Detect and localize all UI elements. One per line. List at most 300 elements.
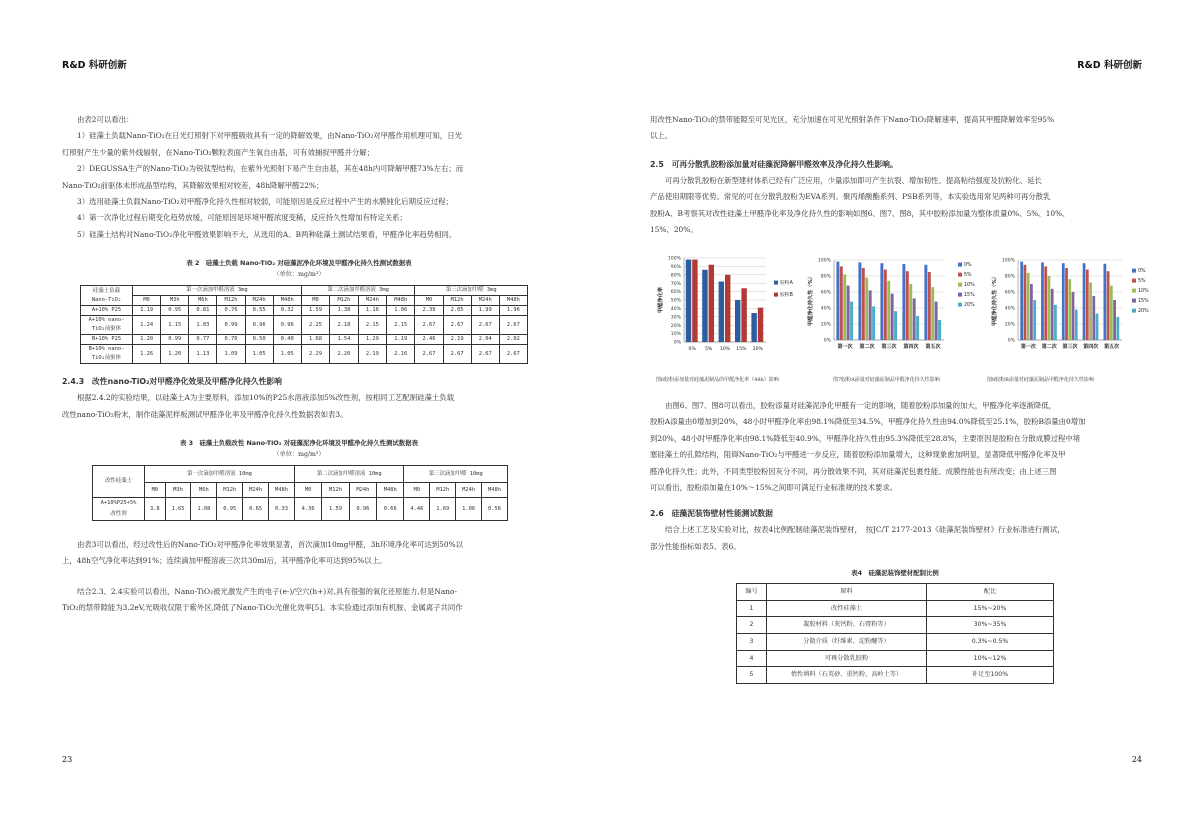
table3-group-header: 第一次滴加甲醛溶液 10mg	[145, 466, 295, 483]
bar	[758, 308, 763, 342]
table-row	[81, 345, 528, 364]
bar	[1068, 279, 1071, 340]
table-cell: 30%~35%	[927, 617, 1054, 634]
section-heading-2-5: 2.5 可再分散乳胶粉添加量对硅藻泥降解甲醛效率及净化持久性影响。	[650, 159, 898, 169]
legend-label: 0%	[1138, 269, 1146, 274]
table-cell: 0.96	[349, 498, 376, 521]
figure8-caption: 图8胶粉B添量对硅藻泥制品甲醛净化持久性影响	[987, 377, 1094, 383]
bar	[913, 298, 916, 340]
bar	[909, 284, 912, 340]
table-cell: 0.66	[377, 498, 404, 521]
table3-subheader: M48h	[377, 483, 404, 498]
table-cell: 1.20	[133, 335, 161, 345]
table3-subheader: M6h	[191, 483, 217, 498]
table-cell: 1.08	[191, 498, 217, 521]
table-row	[81, 335, 528, 345]
legend-label: 20%	[1138, 309, 1149, 314]
paragraph: 胶粉A、B考察其对改性硅藻土甲醛净化率及净化持久性的影响如图6、图7、图8，其中胶粉添加量为整体质量0%、5%、10%、	[650, 208, 1070, 218]
paragraph: TiO₂的禁带隙能为3.2eV,光吸收仅限于紫外区,降低了Nano-TiO₂光催化效率[5]。本实验通过添加有机胺、金属离子共同作	[62, 603, 463, 613]
bar	[1065, 268, 1068, 340]
table-cell: 1.06	[387, 306, 415, 316]
bar	[1048, 276, 1051, 340]
table-cell: 0.99	[217, 316, 245, 335]
legend-label: 胶粉B	[780, 293, 793, 298]
table-cell: 1.24	[133, 316, 161, 335]
legend-label: 胶粉A	[780, 281, 793, 286]
table-cell: 2.67	[415, 316, 443, 335]
table-cell: 2.67	[471, 316, 499, 335]
paragraph: 根据2.4.2的实验结果，以硅藻土A为主要原料，添加10%的P25水溶液添加5%改性剂，按相同工艺配制硅藻土负载	[77, 393, 455, 403]
paragraph: 2）DEGUSSA生产的Nano-TiO₂为锐钛型结构，在紫外光照射下易产生自由基，其在48h内可降解甲醛73%左右；而	[77, 164, 464, 174]
bar	[840, 266, 843, 340]
table-cell: 1.05	[245, 345, 273, 364]
table-cell: 0.95	[217, 498, 243, 521]
table-cell: 1.26	[133, 345, 161, 364]
table-cell: 2.15	[358, 316, 386, 335]
table-cell: 2.02	[499, 335, 527, 345]
paragraph: 5）硅藻土结构对Nano-TiO₂净化甲醛效果影响不大，从选用的A、B两种硅藻土测试结果看，甲醛净化率趋势相同。	[77, 229, 457, 239]
table-cell: 2.67	[443, 316, 471, 335]
table-cell: 2.15	[387, 316, 415, 335]
running-header-left: R&D 科研创新	[62, 60, 127, 71]
table-cell: 0.70	[217, 335, 245, 345]
paragraph: 胶粉A添量由0增加到20%，48小时甲醛净化率由98.1%降低至34.5%，甲醛净化持久性由94.0%降低至25.1%，胶粉B添量由0增加	[650, 417, 1086, 427]
bar	[862, 268, 865, 340]
table-row	[93, 498, 508, 521]
bar	[1033, 300, 1036, 340]
table2-corner: 硅藻土负载 Nano-TiO₂	[81, 286, 133, 306]
bar	[906, 271, 909, 340]
table-cell: 2.46	[415, 335, 443, 345]
table-cell: 0.40	[273, 335, 301, 345]
table-cell: 1.59	[301, 306, 329, 316]
paragraph: 由图6、图7、图8可以看出，胶粉添量对硅藻泥净化甲醛有一定的影响，随着胶粉添加量的加大，甲醛净化率逐渐降低，	[665, 401, 1057, 410]
bar	[1086, 270, 1089, 340]
x-tick-label: 第二次	[859, 344, 875, 350]
table-cell: 2.25	[301, 316, 329, 335]
table-cell: 5	[737, 667, 767, 684]
y-tick-label: 30%	[670, 315, 681, 321]
table-cell: 分散介质（纤维素、淀粉醚等）	[767, 634, 927, 651]
table-cell: 1.19	[387, 335, 415, 345]
bar	[865, 278, 868, 340]
bar	[836, 262, 839, 340]
legend-swatch	[958, 273, 962, 277]
y-tick-label: 40%	[670, 307, 681, 312]
bar	[1027, 273, 1030, 340]
bar	[751, 313, 756, 342]
table3-caption: 表 3 硅藻土负载改性 Nano-TiO₂ 对硅藻泥净化环境及甲醛净化持久性测试数据表	[180, 439, 418, 448]
table3-subheader: M12h	[217, 483, 243, 498]
bar	[1062, 263, 1065, 340]
bar	[850, 302, 853, 340]
table-cell: 1.20	[161, 345, 189, 364]
table2-subheader: M3h	[161, 296, 189, 306]
page-number-left: 23	[62, 755, 73, 764]
table3-group-header: 第二次滴加甲醛溶液 10mg	[294, 466, 404, 483]
table-cell: 2.39	[415, 306, 443, 316]
paragraph: 由表2可以看出：	[77, 115, 134, 124]
y-tick-label: 0%	[673, 340, 681, 346]
table-cell: 0.33	[269, 498, 295, 521]
bar	[735, 300, 740, 342]
bar	[709, 265, 714, 342]
table-cell: 1.15	[161, 316, 189, 335]
table-cell: 1.05	[273, 345, 301, 364]
table3-subheader: M24h	[349, 483, 376, 498]
x-tick-label: 第五次	[1104, 344, 1120, 350]
bar	[1096, 314, 1099, 340]
bar	[1103, 264, 1106, 340]
paragraph: 由表3可以看出，经过改性后的Nano-TiO₂对甲醛净化率效果显著，首次滴加10mg甲醛，3h环境净化率可达到50%以	[77, 540, 463, 550]
bar	[847, 286, 850, 340]
table2-subheader: M48h	[387, 296, 415, 306]
y-tick-label: 80%	[1004, 274, 1015, 280]
table2-caption: 表 2 硅藻土负载 Nano-TiO₂ 对硅藻泥净化环境及甲醛净化持久性测试数据表	[186, 259, 412, 268]
right-page-column-lower	[650, 398, 1140, 684]
table3-subheader: M0	[294, 483, 321, 498]
table-cell: 0.81	[189, 306, 217, 316]
table4-header: 原料	[767, 584, 927, 601]
table-cell: 1.65	[165, 498, 191, 521]
table-cell: 1.09	[217, 345, 245, 364]
legend-label: 10%	[1138, 289, 1149, 294]
paragraph: 15%、20%。	[650, 225, 698, 235]
legend-label: 0%	[964, 263, 972, 268]
table-cell: 2.19	[443, 335, 471, 345]
table-cell: 1.19	[133, 306, 161, 316]
table3-group-header: 第三次滴加甲醛 10mg	[404, 466, 508, 483]
paragraph: 醛净化持久性；此外，不同类型胶粉因灰分不同，再分散效果不同，其对硅藻泥包裹性能、成膜性能也有所改变；由上述三图	[650, 466, 1057, 476]
y-tick-label: 50%	[670, 298, 681, 304]
table4-header: 配比	[927, 584, 1054, 601]
table3-row-label: A+10%P25+5% 改性剂	[93, 498, 145, 521]
paragraph: 3）选用硅藻土负载Nano-TiO₂对甲醛净化持久性相对较弱，可能原因是反应过程中产生的水膜钝化后期反应过程；	[77, 197, 453, 207]
left-page-column	[62, 112, 536, 617]
bar	[843, 274, 846, 340]
bar	[916, 316, 919, 340]
table-cell: 惰性填料（石英砂、重钙粉、高岭土等）	[767, 667, 927, 684]
paragraph: 塞硅藻土的孔隙结构，阻碍Nano-TiO₂与甲醛进一步反应，随着胶粉添加量增大，这种现象愈加明显，显著降低甲醛净化率及甲	[650, 450, 1066, 460]
table2-group-header: 第二次滴加甲醛溶液 3mg	[301, 286, 415, 296]
table2-subheader: M48h	[499, 296, 527, 306]
legend-swatch	[958, 293, 962, 297]
bar	[1020, 262, 1023, 340]
table-cell: 0.95	[161, 306, 189, 316]
x-tick-label: 第三次	[1062, 344, 1078, 350]
table2	[80, 285, 528, 364]
legend-swatch	[958, 283, 962, 287]
y-axis-label: 甲醛净化持久性（%）	[808, 274, 814, 326]
table-row	[81, 306, 528, 316]
bar	[884, 270, 887, 340]
table2-row-label: A+10% nano- TiO₂前驱体	[81, 316, 133, 335]
x-tick-label: 20%	[752, 347, 763, 352]
table3-subheader: M12h	[322, 483, 349, 498]
table-cell: 凝胶材料（灰钙粉、石膏粉等）	[767, 617, 927, 634]
bar	[692, 260, 697, 342]
x-tick-label: 第五次	[925, 344, 941, 350]
bar	[891, 294, 894, 340]
table-cell: 2.29	[301, 345, 329, 364]
y-tick-label: 60%	[1004, 290, 1015, 296]
section-heading-2-6: 2.6 硅藻泥装饰壁材性能测试数据	[650, 509, 773, 519]
table3-subheader: M3h	[165, 483, 191, 498]
table3-subheader: M0	[145, 483, 166, 498]
legend-swatch	[1132, 299, 1136, 303]
table-cell: 1.13	[189, 345, 217, 364]
legend-swatch	[774, 281, 778, 285]
legend-label: 5%	[964, 273, 972, 278]
paragraph: 改性nano-TiO₂粉末，制作硅藻泥样板测试甲醛净化率及甲醛净化持久性数据表如表3。	[62, 409, 348, 419]
table-row	[81, 316, 528, 335]
y-tick-label: 80%	[670, 273, 681, 279]
y-tick-label: 70%	[670, 281, 681, 287]
bar	[1054, 305, 1057, 340]
section-heading-2-4-3: 2.4.3 改性nano-TiO₂对甲醛净化效果及甲醛净化持久性影响	[62, 377, 282, 387]
table2-subheader: M48h	[273, 296, 301, 306]
table-cell: 0.76	[217, 306, 245, 316]
paragraph: 可以看出，胶粉添加量在10%～15%之间即可满足行业标准规的技术要求。	[650, 483, 898, 493]
y-tick-label: 100%	[667, 256, 681, 262]
table2-row-label: A+10% P25	[81, 306, 133, 316]
table-cell: 1.68	[301, 335, 329, 345]
y-axis-label: 甲醛净化率	[658, 287, 664, 313]
bar	[1107, 271, 1110, 340]
x-tick-label: 5%	[704, 347, 713, 352]
bar	[1044, 266, 1047, 340]
y-tick-label: 40%	[1004, 306, 1015, 312]
paragraph: 部分性能指标如表5、表6。	[650, 541, 741, 551]
chart-fig7	[800, 252, 980, 364]
legend-swatch	[1132, 269, 1136, 273]
bar	[902, 264, 905, 340]
table-cell: 2.67	[499, 316, 527, 335]
figure7-caption: 图7胶粉A添量对硅藻泥制品甲醛净化持久性影响	[833, 377, 940, 383]
bar	[1113, 300, 1116, 340]
x-tick-label: 0%	[688, 347, 696, 352]
legend-label: 20%	[964, 303, 975, 308]
table-cell: 1.99	[471, 306, 499, 316]
table2-subheader: M24h	[358, 296, 386, 306]
x-tick-label: 15%	[736, 347, 747, 352]
paragraph: 到20%，48小时甲醛净化率由98.1%降低至40.9%，甲醛净化持久性由95.3%降低至28.8%，主要原因是胶粉在分散成膜过程中堵	[650, 433, 1081, 443]
paragraph: 4）第一次净化过程后期变化趋势放缓，可能原因是环境甲醛浓度变稀，反应持久性增加有特定关系；	[77, 213, 407, 223]
bar	[894, 311, 897, 340]
y-tick-label: 80%	[820, 274, 831, 280]
legend-label: 5%	[1138, 279, 1146, 284]
table2-subheader: M0	[415, 296, 443, 306]
table-row	[737, 634, 1054, 651]
y-tick-label: 0%	[1007, 338, 1015, 344]
table-cell: 2.67	[415, 345, 443, 364]
y-tick-label: 20%	[670, 323, 681, 329]
bar	[719, 282, 724, 342]
table2-subheader: M0	[301, 296, 329, 306]
table3-corner: 改性硅藻土	[93, 466, 145, 498]
table-cell: 2.05	[443, 306, 471, 316]
bar	[1083, 263, 1086, 340]
bar	[1024, 265, 1027, 340]
legend-swatch	[1132, 279, 1136, 283]
legend-swatch	[958, 303, 962, 307]
table-cell: 0.96	[273, 316, 301, 335]
table3-subheader: M48h	[482, 483, 508, 498]
table-cell: 0.99	[161, 335, 189, 345]
table-cell: 4	[737, 650, 767, 667]
bar	[1075, 310, 1078, 340]
y-tick-label: 60%	[670, 290, 681, 296]
table-cell: 0.77	[189, 335, 217, 345]
legend-label: 15%	[1138, 299, 1149, 304]
bar	[880, 263, 883, 340]
table-cell: 1.38	[330, 306, 358, 316]
x-tick-label: 第一次	[1020, 344, 1036, 350]
x-tick-label: 第一次	[837, 344, 853, 350]
table2-subheader: M12h	[217, 296, 245, 306]
bar	[938, 320, 941, 340]
paragraph: 结合上述工艺及实验对比，按表4比例配制硅藻泥装饰壁材， 按JC/T 2177-2013《硅藻泥装饰壁材》行业标准进行测试，	[665, 525, 1065, 535]
table3-subheader: M0	[404, 483, 430, 498]
table-row	[737, 650, 1054, 667]
bar	[858, 262, 861, 340]
table3-subheader: M48h	[269, 483, 295, 498]
bar	[872, 306, 875, 340]
table-cell: 10%~12%	[927, 650, 1054, 667]
paragraph: 产品使用期限等优势。常见的可在分散乳胶粉为EVA系列、聚丙烯酸酯系列、PSB系列等，本实验选用常见两种可再分散乳	[650, 192, 1051, 202]
legend-swatch	[1132, 309, 1136, 313]
x-tick-label: 10%	[719, 347, 731, 352]
table-cell: 补足至100%	[927, 667, 1054, 684]
table2-subheader: M24h	[471, 296, 499, 306]
table2-unit: （单位：mg/m³）	[273, 271, 325, 279]
table3	[92, 465, 508, 521]
table-cell: 1.16	[358, 306, 386, 316]
table-cell: 0.96	[245, 316, 273, 335]
table-cell: 1.06	[456, 498, 482, 521]
table3-subheader: M24h	[243, 483, 269, 498]
running-header-right: R&D 科研创新	[1077, 60, 1142, 71]
legend-swatch	[958, 263, 962, 267]
paragraph: Nano-TiO₂前驱体未形成晶型结构，其降解效果相对较差，48h降解甲醛22%；	[62, 180, 324, 190]
bar	[1041, 262, 1044, 340]
table-cell: 4.46	[404, 498, 430, 521]
table-cell: 2.20	[330, 345, 358, 364]
table2-subheader: M24h	[245, 296, 273, 306]
bar	[741, 288, 746, 342]
table-cell: 可再分散乳胶粉	[767, 650, 927, 667]
bar	[725, 275, 730, 342]
paragraph: 用改性Nano-TiO₂的禁带能隙至可见光区，充分加速在可见光照射条件下Nano-TiO₂降解速率，提高其甲醛降解效率至95%	[650, 115, 1055, 124]
y-tick-label: 40%	[820, 306, 831, 312]
x-tick-label: 第四次	[1083, 344, 1099, 350]
x-tick-label: 第三次	[881, 344, 897, 350]
table-cell: 2.19	[358, 345, 386, 364]
table4-header: 编号	[737, 584, 767, 601]
chart-fig6	[650, 252, 802, 364]
bar	[928, 272, 931, 340]
table-cell: 0.3%~0.5%	[927, 634, 1054, 651]
table-cell: 15%~20%	[927, 600, 1054, 617]
table-cell: 3.8	[145, 498, 166, 521]
chart-fig8	[984, 252, 1156, 364]
table-cell: 4.36	[294, 498, 321, 521]
table2-subheader: M6h	[189, 296, 217, 306]
x-tick-label: 第四次	[903, 344, 919, 350]
page-number-right: 24	[1131, 755, 1142, 764]
bar	[702, 270, 707, 342]
x-tick-label: 第二次	[1041, 344, 1057, 350]
bar	[887, 281, 890, 340]
y-tick-label: 100%	[1001, 258, 1015, 264]
bar	[1110, 286, 1113, 340]
table2-group-header: 第一次滴加甲醛溶液 3mg	[133, 286, 302, 296]
table2-subheader: M12h	[443, 296, 471, 306]
table-cell: 2.04	[471, 335, 499, 345]
paragraph: 可再分散乳胶粉在新型建材体系已经有广泛应用，少量添加即可产生抗裂、增加韧性、提高粘结强度及抗粉化、延长	[665, 175, 1042, 185]
table-row	[737, 600, 1054, 617]
legend-label: 15%	[964, 293, 975, 298]
table2-subheader: M0	[133, 296, 161, 306]
paragraph: 1）硅藻土负载Nano-TiO₂在日光灯照射下对甲醛吸收具有一定的降解效果，由Nano-TiO₂对甲醛作用机理可知，日光	[77, 131, 462, 141]
table-cell: 2.67	[443, 345, 471, 364]
table-cell: 2.67	[499, 345, 527, 364]
table-cell: 2.18	[330, 316, 358, 335]
y-tick-label: 10%	[670, 332, 681, 338]
table4	[736, 583, 1054, 684]
table3-subheader: M12h	[430, 483, 456, 498]
table-cell: 1.69	[430, 498, 456, 521]
table-cell: 0.55	[245, 306, 273, 316]
table2-subheader: M12h	[330, 296, 358, 306]
table-row	[737, 617, 1054, 634]
legend-label: 10%	[964, 283, 975, 288]
table-cell: 改性硅藻土	[767, 600, 927, 617]
table-cell: 0.65	[243, 498, 269, 521]
right-page-column	[650, 112, 1140, 238]
table2-row-label: B+10% nano- TiO₂前驱体	[81, 345, 133, 364]
paragraph: 以上。	[650, 131, 673, 141]
bar	[1030, 284, 1033, 340]
table3-subheader: M24h	[456, 483, 482, 498]
table-cell: 2.67	[471, 345, 499, 364]
table-cell: 1	[737, 600, 767, 617]
table-cell: 1.03	[189, 316, 217, 335]
bar	[1089, 282, 1092, 340]
legend-swatch	[774, 293, 778, 297]
paragraph: 上，48h空气净化率达到91%；连续滴加甲醛溶液三次共30ml后，其甲醛净化率可达到95%以上。	[62, 556, 387, 566]
table2-group-header: 第三次滴加甲醛 3mg	[415, 286, 528, 296]
y-tick-label: 90%	[670, 265, 681, 270]
bar	[869, 290, 872, 340]
bar	[935, 302, 938, 340]
figure6-caption: 图6胶粉添加量对硅藻泥制品的甲醛净化率（48h）影响	[656, 377, 779, 383]
bar	[1072, 292, 1075, 340]
table-cell: 1.96	[499, 306, 527, 316]
table-cell: 0.32	[273, 306, 301, 316]
table-row	[737, 667, 1054, 684]
y-axis-label: 甲醛净化持久性（%）	[992, 274, 998, 326]
y-tick-label: 60%	[820, 290, 831, 296]
legend-swatch	[1132, 289, 1136, 293]
bar	[924, 265, 927, 340]
y-tick-label: 100%	[817, 258, 831, 264]
table3-unit: （单位：mg/m³）	[273, 451, 325, 459]
table-cell: 2	[737, 617, 767, 634]
bar	[1051, 289, 1054, 340]
table-cell: 1.59	[322, 498, 349, 521]
paragraph: 结合2.3、2.4实验可以看出，Nano-TiO₂被光激发产生的电子(e-)/空穴(h+)对,具有很强的氧化还原能力,但是Nano-	[77, 586, 457, 596]
